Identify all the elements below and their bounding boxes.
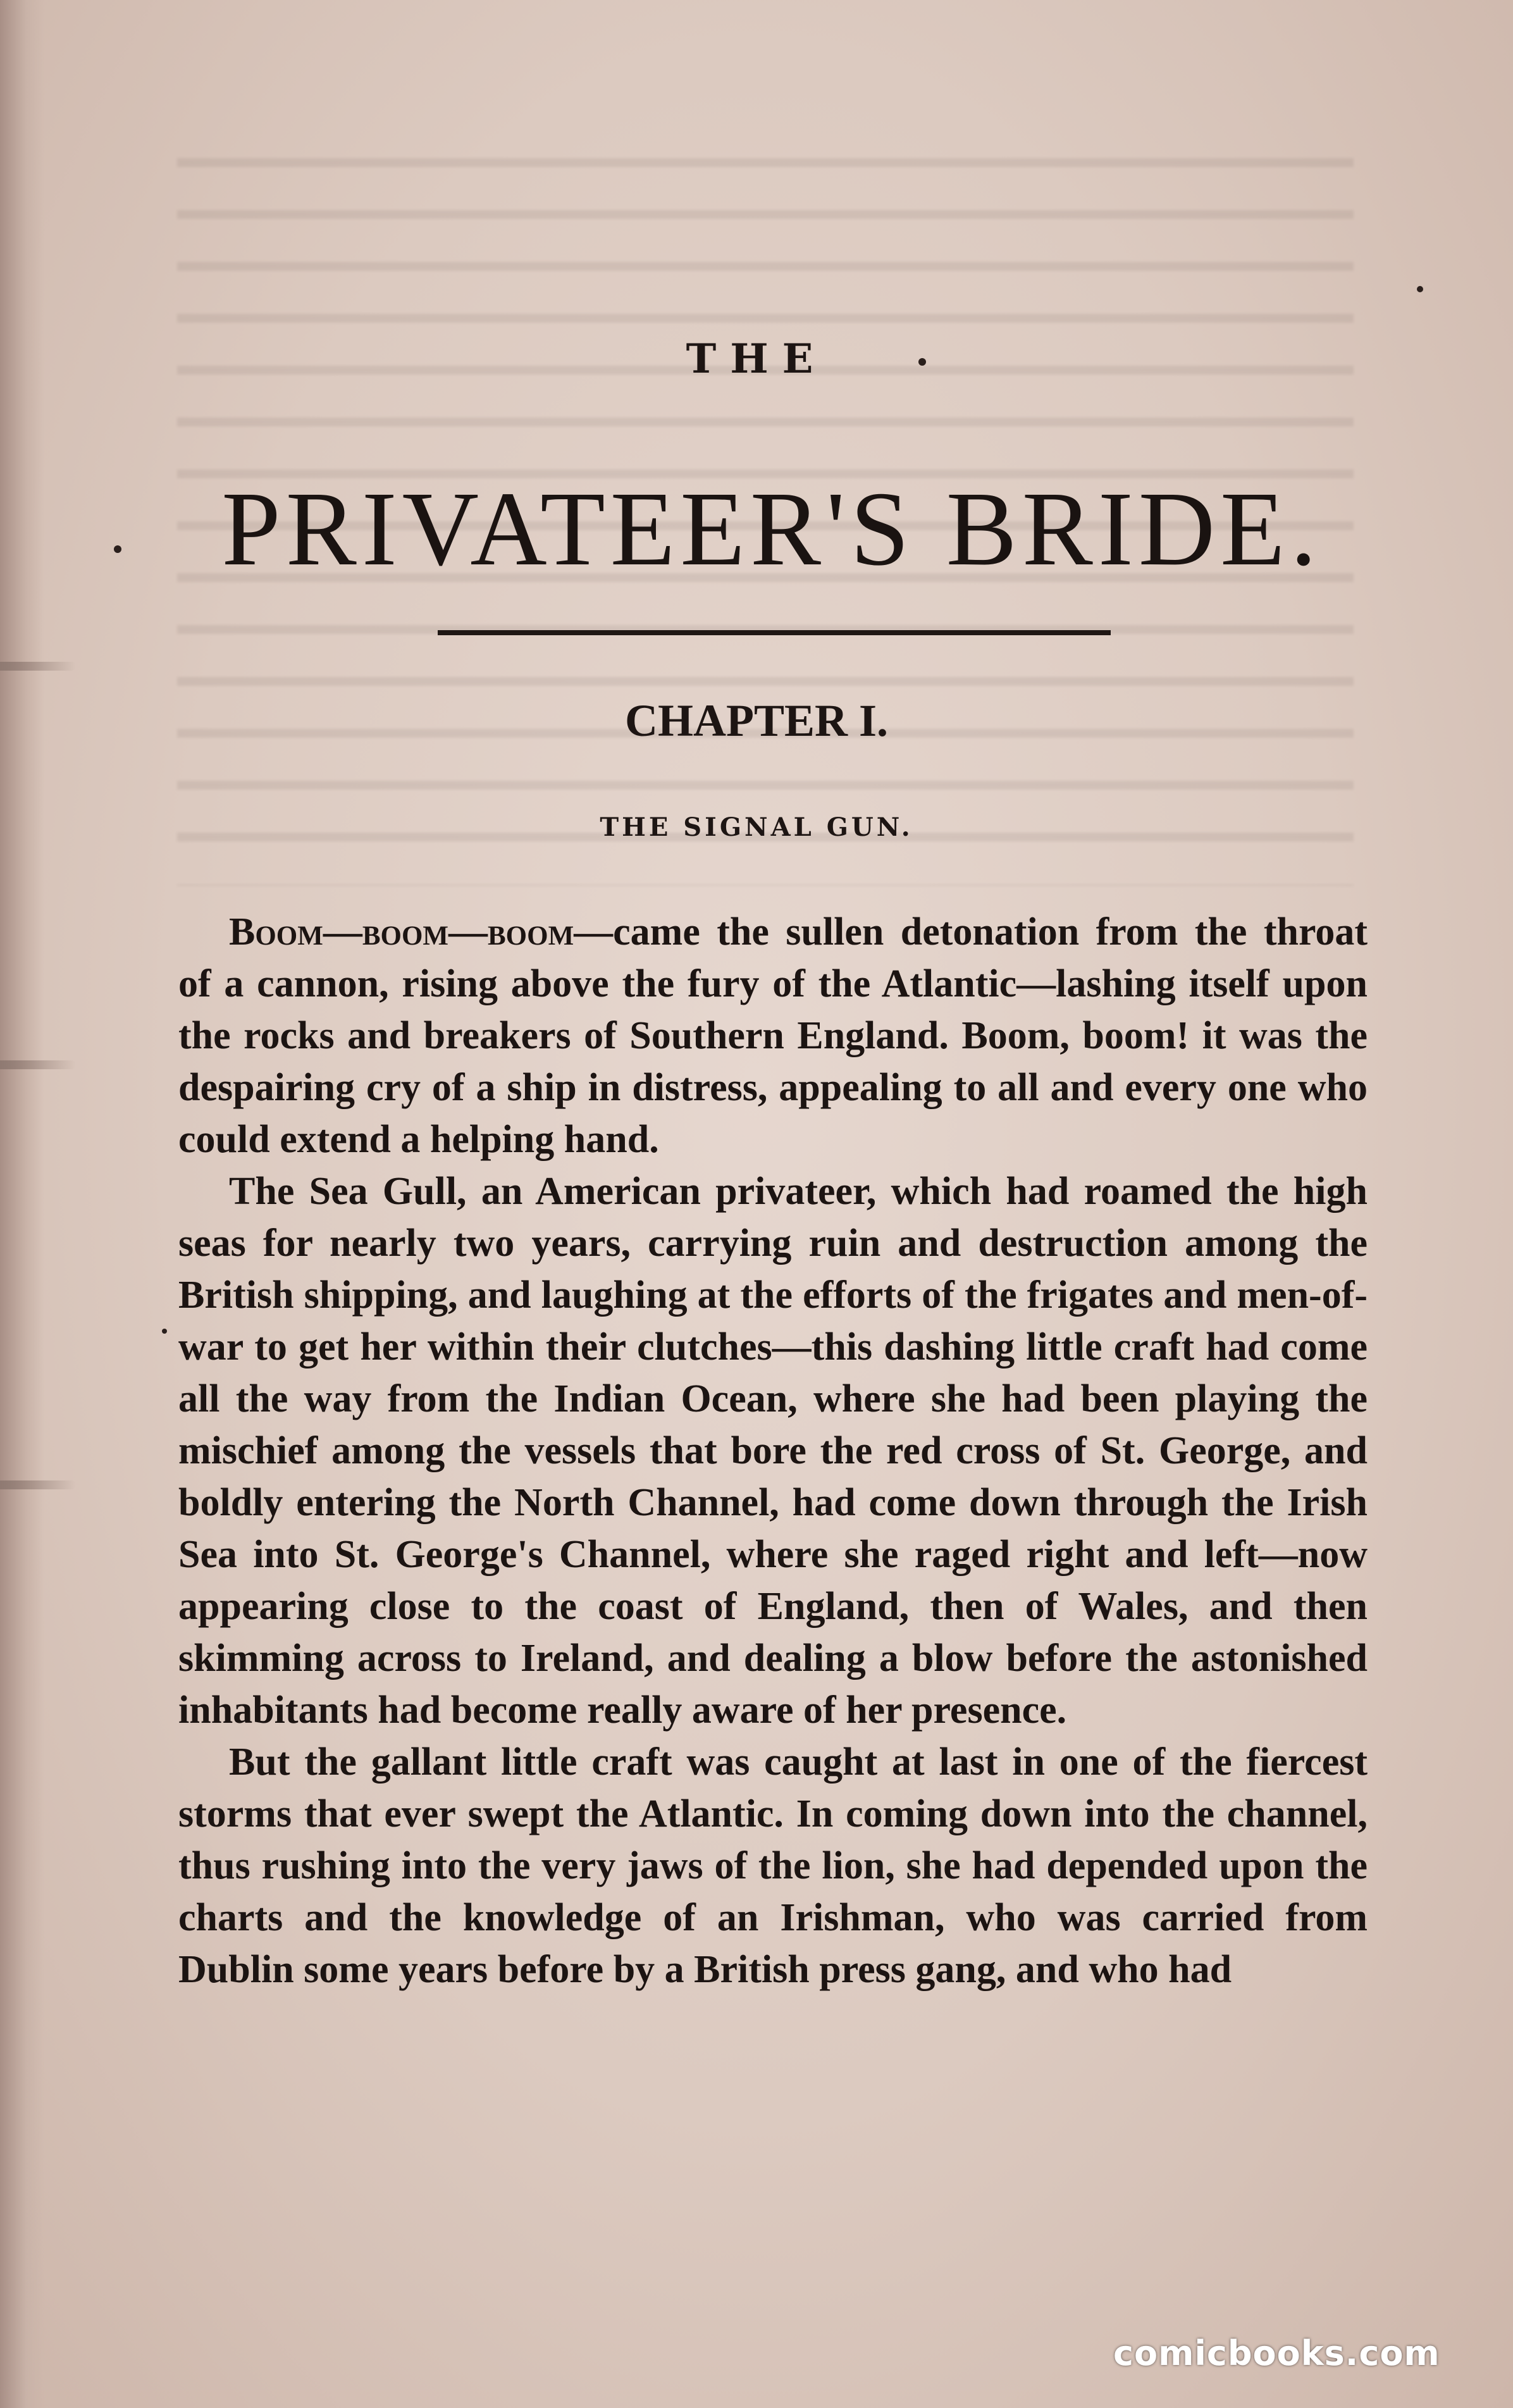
page-tear xyxy=(0,662,76,671)
paragraph-lead: Boom—boom—boom xyxy=(229,910,574,953)
book-title: PRIVATEER'S BRIDE. xyxy=(221,470,1322,588)
chapter-heading: CHAPTER I. xyxy=(624,695,889,746)
paragraph-text: —came the sullen detonation from the throat of a cannon, rising above the fury of the Atlantic—lashing itself upon the rocks and breakers of Southern England. Boom, boom! it was the despairing cry of a ship in distress, appealing to all and every one who could extend a helping hand. xyxy=(178,910,1368,1161)
paragraph: The Sea Gull, an American privateer, which had roamed the high seas for nearly two years, carrying ruin and destruction among the British shipping, and laughing at the efforts of the frigates and men-of-war to get her within their clutches—this dashing little craft had come all the way from the Indian Ocean, where she had been playing the mischief among the vessels that bore the red cross of St. George, and boldly entering the North Channel, had come down through the Irish Sea into St. George's Channel, where she raged right and left—now appearing close to the coast of England, then of Wales, and then skimming across to Ireland, and dealing a blow before the astonished inhabitants had become really aware of her presence. xyxy=(178,1170,1368,1732)
ink-speck xyxy=(114,545,121,553)
paragraph: But the gallant little craft was caught at last in one of the fiercest storms that ever swept the Atlantic. In coming down into the channel, thus rushing into the very jaws of the lion, she had depended upon the charts and the knowledge of an Irishman, who was carried from Dublin some years before by a British press gang, and who had xyxy=(178,1741,1368,1991)
ink-speck xyxy=(162,1329,167,1334)
paragraph xyxy=(178,906,1368,1165)
ink-speck xyxy=(1417,286,1423,292)
title-prefix: THE xyxy=(686,335,827,383)
page-tear xyxy=(0,1480,76,1489)
chapter-title: THE SIGNAL GUN. xyxy=(600,812,913,842)
page-tear xyxy=(0,1060,76,1069)
title-rule xyxy=(438,630,1111,635)
body-text xyxy=(178,906,1368,1995)
watermark: comicbooks.com xyxy=(1113,2333,1440,2373)
